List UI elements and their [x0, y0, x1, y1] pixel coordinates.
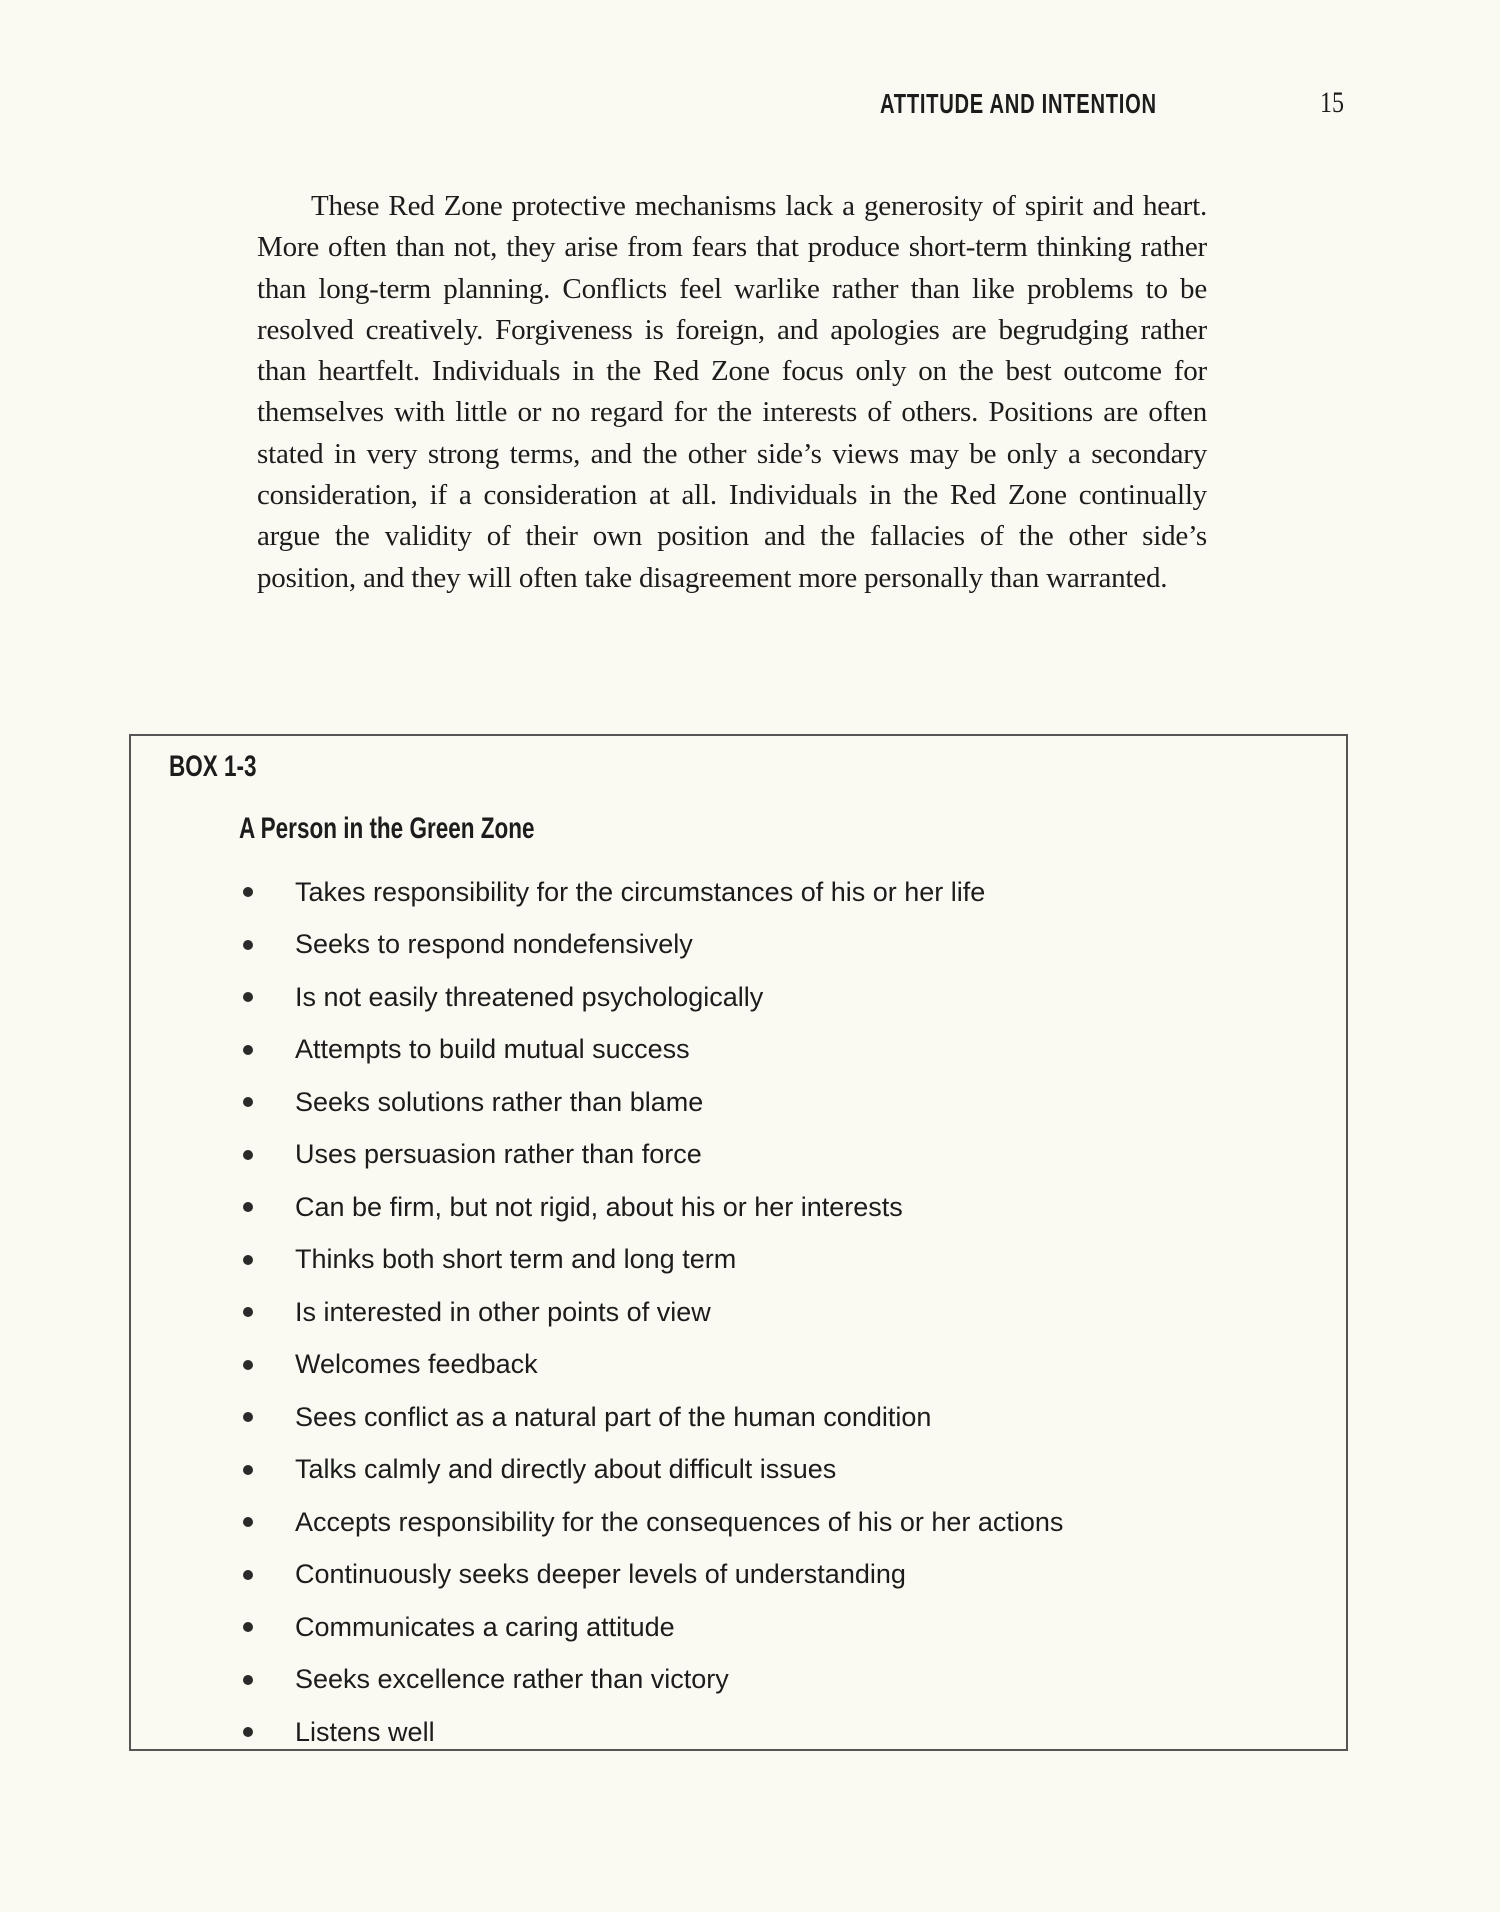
list-item — [239, 1286, 1063, 1339]
list-item-text: Seeks excellence rather than victory — [295, 1664, 729, 1695]
list-item — [239, 866, 1063, 919]
bullet-icon — [243, 1150, 253, 1160]
bullet-icon — [243, 1465, 253, 1475]
bullet-icon — [243, 1045, 253, 1055]
list-item-text: Listens well — [295, 1716, 435, 1747]
list-item-text: Continuously seeks deeper levels of understanding — [295, 1559, 906, 1590]
bullet-icon — [243, 1360, 253, 1370]
list-item — [239, 971, 1063, 1024]
bullet-icon — [243, 1202, 253, 1212]
bullet-icon — [243, 1570, 253, 1580]
box-1-3 — [129, 734, 1348, 1751]
list-item-text: Sees conflict as a natural part of the human condition — [295, 1401, 932, 1432]
list-item — [239, 1181, 1063, 1234]
list-item-text: Uses persuasion rather than force — [295, 1139, 702, 1170]
bullet-icon — [243, 1517, 253, 1527]
bullet-icon — [243, 1255, 253, 1265]
list-item-text: Seeks to respond nondefensively — [295, 929, 693, 960]
page-number: 15 — [1320, 86, 1344, 119]
list-item — [239, 1706, 1063, 1759]
bullet-icon — [243, 1675, 253, 1685]
list-item — [239, 1076, 1063, 1129]
list-item-text: Is not easily threatened psychologically — [295, 981, 764, 1012]
bullet-icon — [243, 1097, 253, 1107]
list-item — [239, 1496, 1063, 1549]
list-item — [239, 1549, 1063, 1602]
list-item — [239, 1654, 1063, 1707]
bullet-icon — [243, 1727, 253, 1737]
list-item — [239, 919, 1063, 972]
list-item — [239, 1129, 1063, 1182]
bullet-icon — [243, 992, 253, 1002]
list-item-text: Communicates a caring attitude — [295, 1611, 675, 1642]
running-head: ATTITUDE AND INTENTION — [880, 88, 1157, 119]
bullet-icon — [243, 1307, 253, 1317]
list-item — [239, 1444, 1063, 1497]
list-item — [239, 1234, 1063, 1287]
list-item-text: Takes responsibility for the circumstances of his or her life — [295, 876, 986, 907]
list-item-text: Accepts responsibility for the consequences of his or her actions — [295, 1506, 1064, 1537]
list-item — [239, 1339, 1063, 1392]
list-item — [239, 1391, 1063, 1444]
list-item — [239, 1601, 1063, 1654]
box-label: BOX 1-3 — [169, 750, 257, 783]
bullet-icon — [243, 1622, 253, 1632]
list-item-text: Welcomes feedback — [295, 1349, 538, 1380]
bullet-icon — [243, 887, 253, 897]
list-item — [239, 1024, 1063, 1077]
list-item-text: Can be firm, but not rigid, about his or her interests — [295, 1191, 903, 1222]
body-paragraph: These Red Zone protective mechanisms lack a generosity of spirit and heart. More often than not, they arise from fears that produce short-term thinking rather than long-term planning. Conflicts feel warlike rather than like problems to be resolved creatively. Forgiveness is foreign, and apologies are begrudging rather than heartfelt. Individuals in the Red Zone focus only on the best outcome for themselves with little or no regard for the interests of others. Positions are often stated in very strong terms, and the other side’s views may be only a secondary consideration, if a consideration at all. Individuals in the Red Zone continually argue the validity of their own position and the fallacies of the other side’s position, and they will often take disagreement more personally than warranted. — [257, 190, 1207, 594]
list-item-text: Seeks solutions rather than blame — [295, 1086, 704, 1117]
bullet-icon — [243, 1412, 253, 1422]
list-item-text: Attempts to build mutual success — [295, 1034, 690, 1065]
list-item-text: Thinks both short term and long term — [295, 1244, 737, 1275]
bullet-icon — [243, 940, 253, 950]
green-zone-list — [239, 866, 1063, 1759]
list-item-text: Is interested in other points of view — [295, 1296, 711, 1327]
box-title: A Person in the Green Zone — [239, 812, 535, 845]
list-item-text: Talks calmly and directly about difficult issues — [295, 1454, 837, 1485]
